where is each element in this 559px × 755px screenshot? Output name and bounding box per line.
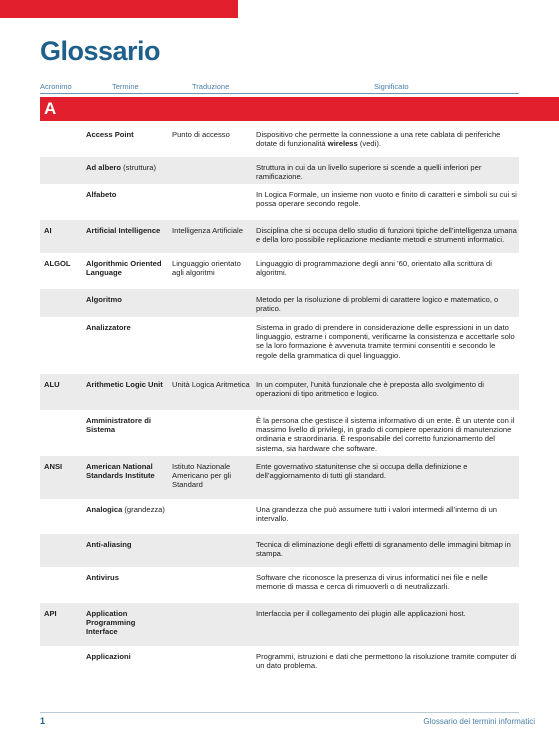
- meaning-text: In Logica Formale, un insieme non vuoto e finito di caratteri e simboli su cui si possa operare secondo regole.: [256, 190, 517, 209]
- term-cell: [86, 609, 168, 637]
- meaning-text: In un computer, l’unità funzionale che è preposta allo svolgimento di operazioni di tipo aritmetico e logico.: [256, 380, 484, 399]
- top-accent-bar: [0, 0, 238, 18]
- acronym-cell: ALGOL: [44, 259, 71, 268]
- table-row: [40, 534, 519, 567]
- term-text: Algoritmo: [86, 295, 122, 304]
- meaning-cell: [256, 416, 518, 453]
- header-divider: [40, 93, 519, 94]
- term-cell: [86, 573, 168, 582]
- term-text: Algorithmic Oriented Language: [86, 259, 162, 278]
- term-text: Arithmetic Logic Unit: [86, 380, 163, 389]
- meaning-cell: [256, 323, 518, 360]
- footer-divider: [40, 712, 519, 713]
- meaning-text: Tecnica di eliminazione degli effetti di sgranamento delle immagini bitmap in stampa.: [256, 540, 511, 559]
- column-header-termine: Termine: [112, 82, 139, 91]
- acronym-cell: ANSI: [44, 462, 63, 471]
- table-row: [40, 567, 519, 603]
- term-suffix: (struttura): [121, 163, 157, 172]
- meaning-cell: [256, 573, 518, 591]
- acronym-cell: ALU: [44, 380, 60, 389]
- term-text: Analogica: [86, 505, 123, 514]
- meaning-text: Linguaggio di programmazione degli anni ’60, orientato alla scrittura di algoritmi.: [256, 259, 492, 278]
- meaning-cell: [256, 609, 518, 618]
- column-header-acronimo: Acronimo: [40, 82, 72, 91]
- term-cell: [86, 416, 168, 434]
- translation-cell: Unità Logica Aritmetica: [172, 380, 250, 389]
- meaning-cell: [256, 130, 518, 148]
- term-text: Applicazioni: [86, 652, 131, 661]
- meaning-text: Una grandezza che può assumere tutti i valori intermedi all’interno di un intervallo.: [256, 505, 498, 524]
- term-cell: [86, 323, 168, 332]
- meaning-cell: [256, 295, 518, 313]
- term-text: Analizzatore: [86, 323, 131, 332]
- translation-cell: Intelligenza Artificiale: [172, 226, 243, 235]
- meaning-text: Struttura in cui da un livello superiore si scende a quelli inferiori per ramificazione.: [256, 163, 482, 182]
- term-text: Anti-aliasing: [86, 540, 132, 549]
- table-row: [40, 220, 519, 253]
- term-text: American National Standards Institute: [86, 462, 155, 481]
- column-header-significato: Significato: [374, 82, 409, 91]
- table-row: [40, 646, 519, 696]
- section-letter: A: [44, 99, 57, 118]
- meaning-text: Interfaccia per il collegamento dei plugin alle applicazioni host.: [256, 609, 466, 618]
- term-cell: [86, 226, 168, 235]
- translation-cell: Linguaggio orientato agli algoritmi: [172, 259, 241, 278]
- term-text: Ad albero: [86, 163, 122, 172]
- table-row: [40, 184, 519, 220]
- term-cell: [86, 259, 168, 277]
- meaning-text: È la persona che gestisce il sistema informativo di un ente. È un utente con il massimo livello di privilegi, in grado di compiere operazioni di manutenzione ordinaria e straordinaria. È responsabile del corretto funzionamento del sistema, sia hardware che software.: [256, 416, 515, 453]
- meaning-text: Sistema in grado di prendere in considerazione delle espressioni in un dato linguaggio, estrarne i componenti, verificarne la consistenza e accettarle solo se la loro formazione è avvenuta tramite termini consentiti e secondo le regole della grammatica di quel linguaggio.: [256, 323, 515, 360]
- table-row: [40, 499, 519, 534]
- meaning-cell: [256, 462, 518, 480]
- term-text: Access Point: [86, 130, 134, 139]
- meaning-cell: [256, 259, 518, 277]
- translation-cell: Punto di accesso: [172, 130, 230, 139]
- meaning-cell: [256, 505, 518, 523]
- meaning-cell: [256, 540, 518, 558]
- table-row: [40, 289, 519, 317]
- table-row: [40, 317, 519, 374]
- page-number: 1: [40, 716, 46, 726]
- meaning-cell: [256, 652, 518, 670]
- table-row: [40, 374, 519, 410]
- table-row: [40, 124, 519, 157]
- term-cell: [86, 190, 168, 199]
- meaning-cell: [256, 380, 518, 398]
- meaning-cell: [256, 163, 518, 181]
- table-row: [40, 456, 519, 499]
- meaning-cell: [256, 190, 518, 208]
- meaning-text: Ente governativo statunitense che si occupa della definizione e dell’aggiornamento di tutti gli standard.: [256, 462, 468, 481]
- term-text: Amministratore di Sistema: [86, 416, 151, 435]
- term-text: Antivirus: [86, 573, 119, 582]
- term-cell: [86, 130, 168, 139]
- meaning-text: Metodo per la risoluzione di problemi di carattere logico e matematico, o pratico.: [256, 295, 499, 314]
- term-cell: [86, 380, 168, 389]
- term-cell: [86, 295, 168, 304]
- translation-cell: Istituto Nazionale Americano per gli Standard: [172, 462, 232, 490]
- term-cell: [86, 462, 168, 480]
- meaning-text: Disciplina che si occupa dello studio di funzioni tipiche dell’intelligenza umana e della loro possibile replicazione mediante metodi e strumenti informatici.: [256, 226, 517, 245]
- table-row: [40, 410, 519, 456]
- term-cell: [86, 540, 168, 549]
- page-title: Glossario: [40, 36, 161, 66]
- term-text: Application Programming Interface: [86, 609, 136, 637]
- meaning-text-end: (vedi).: [357, 139, 381, 149]
- table-row: [40, 253, 519, 289]
- footer-title: Glossario dei termini informatici: [423, 717, 535, 726]
- column-header-traduzione: Traduzione: [192, 82, 230, 91]
- term-text: Alfabeto: [86, 190, 117, 199]
- section-header-a: [40, 97, 559, 121]
- meaning-text: Programmi, istruzioni e dati che permettono la risoluzione tramite computer di un dato problema.: [256, 652, 517, 671]
- term-text: Artificial Intelligence: [86, 226, 161, 235]
- meaning-cell: [256, 226, 518, 244]
- term-suffix: (grandezza): [122, 505, 165, 514]
- meaning-bold-text: wireless: [327, 139, 358, 149]
- table-row: [40, 157, 519, 184]
- term-cell: [86, 163, 168, 172]
- table-row: [40, 603, 519, 646]
- acronym-cell: AI: [44, 226, 52, 235]
- meaning-text: Software che riconosce la presenza di virus informatici nei file e nelle memorie di massa e cerca di rimuoverli o di neutralizzarli.: [256, 573, 488, 592]
- acronym-cell: API: [44, 609, 57, 618]
- term-cell: [86, 505, 168, 514]
- meaning-text: Dispositivo che permette la connessione a una rete cablata di periferiche dotate di funzionalità: [256, 130, 501, 149]
- term-cell: [86, 652, 168, 661]
